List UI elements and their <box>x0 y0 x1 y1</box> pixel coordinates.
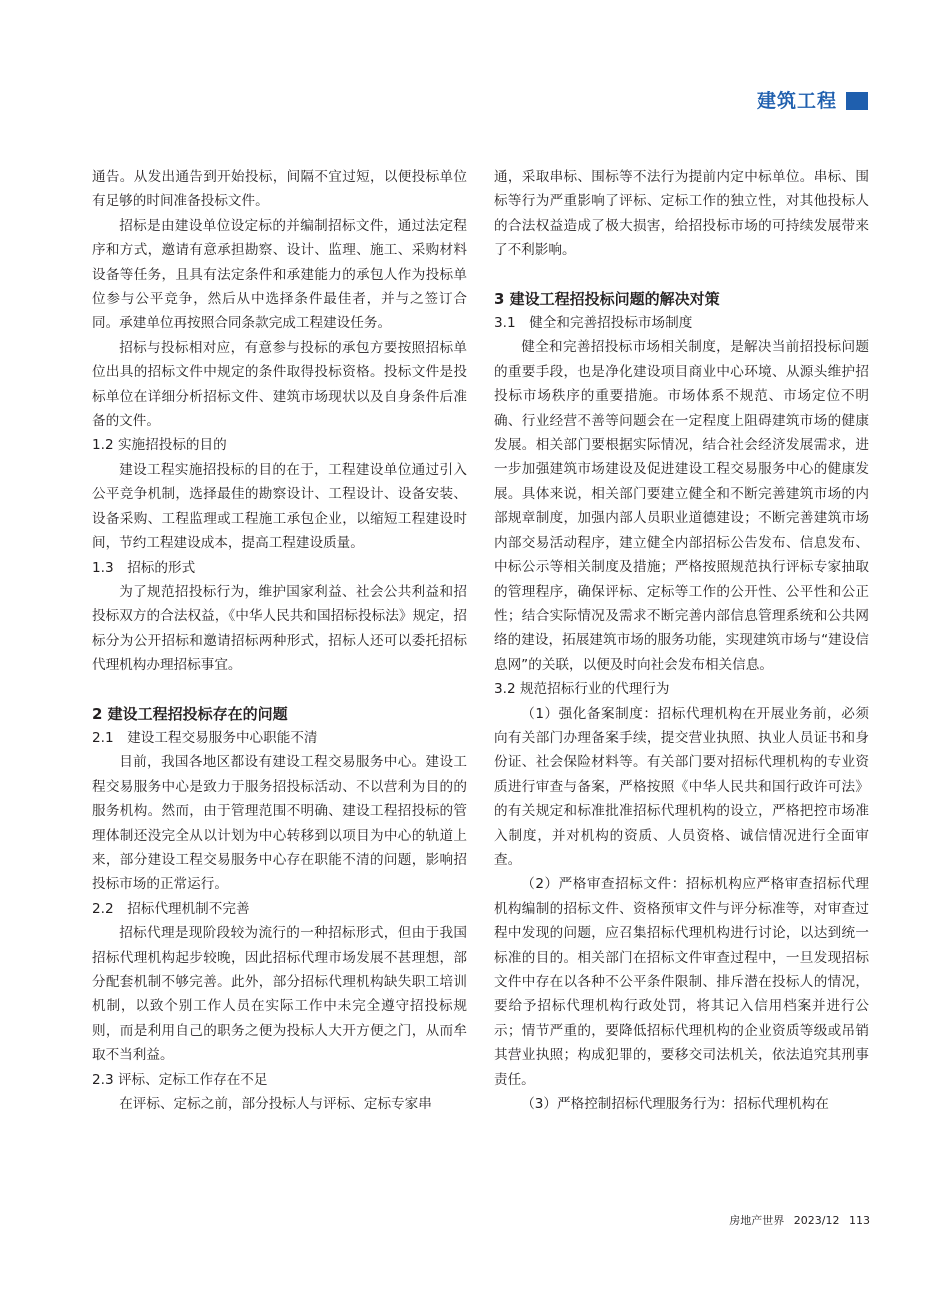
right-column <box>494 165 869 1116</box>
subsection-heading: 3.1 健全和完善招投标市场制度 <box>494 315 693 332</box>
paragraph: 健全和完善招投标市场相关制度，是解决当前招投标问题的重要手段，也是净化建设项目商业中心环境、从源头维护招投标市场秩序的重要措施。市场体系不规范、市场定位不明确、行业经营不善等问题会在一定程度上阻碍建筑市场的健康发展。相关部门要根据实际情况，结合社会经济发展需求，进一步加强建筑市场建设及促进建设工程交易服务中心的健康发展。具体来说，相关部门要建立健全和不断完善建筑市场的内部规章制度，加强内部人员职业道德建设；不断完善建筑市场内部交易活动程序，建立健全内部招标公告发布、信息发布、中标公示等相关制度及措施；严格按照规范执行评标专家抽取的管理程序，确保评标、定标等工作的公开性、公平性和公正性；结合实际情况及需求不断完善内部信息管理系统和公共网络的建设，拓展建筑市场的服务功能，实现建筑市场与“建设信息网”的关联，以便及时向社会发布相关信息。 <box>494 339 869 673</box>
paragraph: 通，采取串标、围标等不法行为提前内定中标单位。串标、围标等行为严重影响了评标、定标工作的独立性，对其他投标人的合法权益造成了极大损害，给招投标市场的可持续发展带来了不利影响。 <box>494 169 869 259</box>
paragraph: （2）严格审查招标文件：招标机构应严格审查招标代理机构编制的招标文件、资格预审文件与评分标准等，对审查过程中发现的问题，应召集招标代理机构进行讨论，以达到统一标准的目的。相关部门在招标文件审查过程中，一旦发现招标文件中存在以各种不公平条件限制、排斥潜在投标人的情况，要给予招标代理机构行政处罚，将其记入信用档案并进行公示；情节严重的，要降低招标代理机构的企业资质等级或吊销其营业执照；构成犯罪的，要移交司法机关，依法追究其刑事责任。 <box>494 876 869 1088</box>
paragraph: 为了规范招投标行为，维护国家利益、社会公共利益和招投标双方的合法权益，《中华人民共和国招标投标法》规定，招标分为公开招标和邀请招标两种形式，招标人还可以委托招标代理机构办理招标事宜。 <box>92 583 467 674</box>
header-section-title: 建筑工程 <box>757 90 838 112</box>
subsection-heading: 3.2 规范招标行业的代理行为 <box>494 681 670 698</box>
subsection-heading: 2.2 招标代理机制不完善 <box>92 900 250 917</box>
paragraph: 招标是由建设单位设定标的并编制招标文件，通过法定程序和方式，邀请有意承担勘察、设计、监理、施工、采购材料设备等任务，且具有法定条件和承建能力的承包人作为投标单位参与公平竞争，然后从中选择条件最佳者，并与之签订合同。承建单位再按照合同条款完成工程建设任务。 <box>92 217 467 332</box>
subsection-heading: 1.3 招标的形式 <box>92 559 196 576</box>
header-accent-block <box>846 92 868 110</box>
page-number: 113 <box>849 1214 870 1227</box>
paragraph: （3）严格控制招标代理服务行为：招标代理机构在 <box>521 1096 829 1113</box>
left-column <box>92 165 467 1116</box>
paragraph: 招标与投标相对应，有意参与投标的承包方要按照招标单位出具的招标文件中规定的条件取得投标资格。投标文件是投标单位在详细分析招标文件、建筑市场现状以及自身条件后准备的文件。 <box>92 339 467 430</box>
paragraph: 招标代理是现阶段较为流行的一种招标形式，但由于我国招标代理机构起步较晚，因此招标代理市场发展不甚理想，部分配套机制不够完善。此外，部分招标代理机构缺失职工培训机制，以致个别工作人员在实际工作中未完全遵守招投标规则，而是利用自己的职务之便为投标人大开方便之门，从而牟取不当利益。 <box>92 925 467 1064</box>
subsection-heading: 2.3 评标、定标工作存在不足 <box>92 1071 268 1088</box>
paragraph: 建设工程实施招投标的目的在于，工程建设单位通过引入公平竞争机制，选择最佳的勘察设计、工程设计、设备安装、设备采购、工程监理或工程施工承包企业，以缩短工程建设时间，节约工程建设成本，提高工程建设质量。 <box>92 461 467 552</box>
paragraph: （1）强化备案制度：招标代理机构在开展业务前，必须向有关部门办理备案手续，提交营业执照、执业人员证书和身份证、社会保险材料等。有关部门要对招标代理机构的专业资质进行审查与备案，严格按照《中华人民共和国行政许可法》的有关规定和标准批准招标代理机构的设立，严格把控市场准入制度，并对机构的资质、人员资格、诚信情况进行全面审查。 <box>494 705 869 868</box>
issue-date: 2023/12 <box>793 1214 840 1227</box>
subsection-heading: 2.1 建设工程交易服务中心职能不清 <box>92 729 318 746</box>
paragraph: 通告。从发出通告到开始投标，间隔不宜过短，以便投标单位有足够的时间准备投标文件。 <box>92 169 467 210</box>
subsection-heading: 1.2 实施招投标的目的 <box>92 437 227 454</box>
page-footer <box>723 1212 870 1228</box>
section-heading: 3 建设工程招投标问题的解决对策 <box>494 289 720 308</box>
journal-name: 房地产世界 <box>729 1214 785 1227</box>
section-heading: 2 建设工程招投标存在的问题 <box>92 704 288 723</box>
paragraph: 在评标、定标之前，部分投标人与评标、定标专家串 <box>119 1096 432 1113</box>
paragraph: 目前，我国各地区都设有建设工程交易服务中心。建设工程交易服务中心是致力于服务招投标活动、不以营利为目的的服务机构。然而，由于管理范围不明确、建设工程招投标的管理体制还没完全从以计划为中心转移到以项目为中心的轨道上来，部分建设工程交易服务中心存在职能不清的问题，影响招投标市场的正常运行。 <box>92 754 467 893</box>
